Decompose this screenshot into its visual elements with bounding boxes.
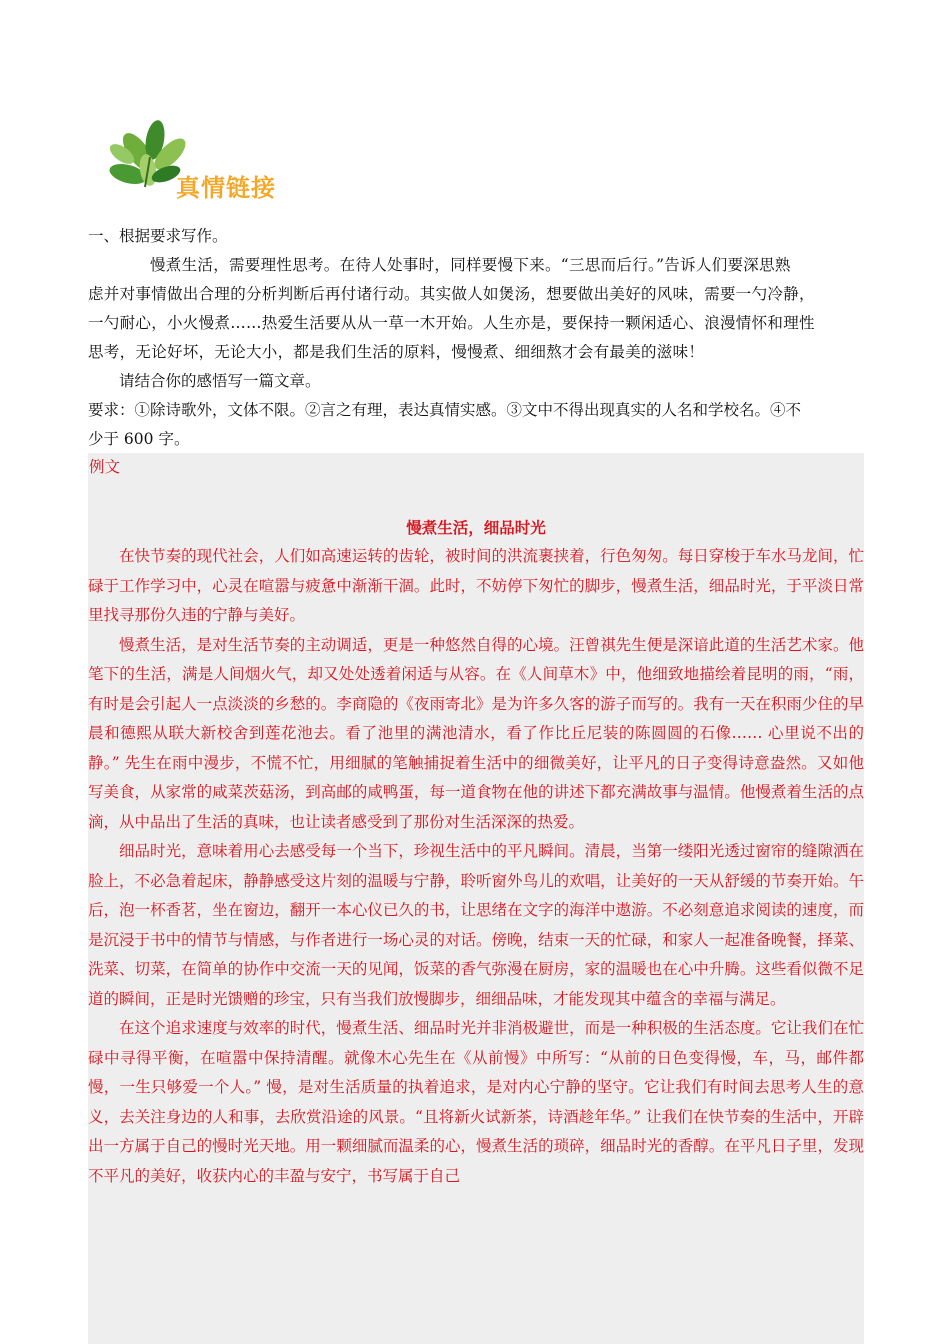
example-essay <box>88 453 864 1344</box>
essay-paragraph: 在这个追求速度与效率的时代，慢煮生活、细品时光并非消极避世，而是一种积极的生活态度。它让我们在忙碌中寻得平衡，在喧嚣中保持清醒。就像木心先生在《从前慢》中所写：“从前的日色变得慢，车，马，邮件都慢，一生只够爱一个人。” 慢，是对生活质量的执着追求，是对内心宁静的坚守。它让我们有时间去思考人生的意义，去关注身边的人和事，去欣赏沿途的风景。“且将新火试新茶，诗酒趁年华。” 让我们在快节奏的生活中，开辟出一方属于自己的慢时光天地。用一颗细腻而温柔的心，慢煮生活的琐碎，细品时光的香醇。在平凡日子里，发现不平凡的美好，收获内心的丰盈与安宁，书写属于自己 <box>88 1019 864 1185</box>
quote-line: 一勺耐心，小火慢煮……热爱生活要从从一草一木开始。人生亦是，要保持一颗闲适心、浪漫情怀和理性 <box>88 314 815 332</box>
task-requirements: 要求：①除诗歌外，文体不限。②言之有理，表达真情实感。③文中不得出现真实的人名和学校名。④不 <box>88 401 802 419</box>
essay-paragraph: 在快节奏的现代社会，人们如高速运转的齿轮，被时间的洪流裹挟着，行色匆匆。每日穿梭于车水马龙间，忙碌于工作学习中，心灵在喧嚣与疲惫中渐渐干涸。此时，不妨停下匆忙的脚步，慢煮生活，细品时光，于平淡日常里找寻那份久违的宁静与美好。 <box>88 547 864 624</box>
example-label: 例文 <box>89 458 121 476</box>
essay-title: 慢煮生活，细品时光 <box>406 517 546 537</box>
quote-line: 慢煮生活，需要理性思考。在待人处事时，同样要慢下来。“三思而后行。”告诉人们要深思熟 <box>150 256 791 274</box>
quote-line: 虑并对事情做出合理的分析判断后再付诸行动。其实做人如煲汤，想要做出美好的风味，需要一勺冷静， <box>88 285 815 303</box>
task-instruction: 请结合你的感悟写一篇文章。 <box>119 372 321 390</box>
quote-line: 思考，无论好坏，无论大小，都是我们生活的原料，慢慢煮、细细熬才会有最美的滋味！ <box>88 343 705 361</box>
writing-task <box>88 222 863 454</box>
essay-paragraph: 细品时光，意味着用心去感受每一个当下，珍视生活中的平凡瞬间。清晨，当第一缕阳光透过窗帘的缝隙洒在脸上，不必急着起床，静静感受这片刻的温暖与宁静，聆听窗外鸟儿的欢唱，让美好的一天从舒缓的节奏开始。午后，泡一杯香茗，坐在窗边，翻开一本心仪已久的书，让思绪在文字的海洋中遨游。不必刻意追求阅读的速度，而是沉浸于书中的情节与情感，与作者进行一场心灵的对话。傍晚，结束一天的忙碌，和家人一起准备晚餐，择菜、洗菜、切菜，在简单的协作中交流一天的见闻，饭菜的香气弥漫在厨房，家的温暖也在心中升腾。这些看似微不足道的瞬间，正是时光馈赠的珍宝，只有当我们放慢脚步，细细品味，才能发现其中蕴含的幸福与满足。 <box>88 842 864 1008</box>
section-logo <box>100 112 310 207</box>
task-requirements-cont: 少于 600 字。 <box>88 430 190 448</box>
essay-paragraph: 慢煮生活，是对生活节奏的主动调适，更是一种悠然自得的心境。汪曾祺先生便是深谙此道的生活艺术家。他笔下的生活，满是人间烟火气，却又处处透着闲适与从容。在《人间草木》中，他细致地描绘着昆明的雨，“雨，有时是会引起人一点淡淡的乡愁的。李商隐的《夜雨寄北》是为许多久客的游子而写的。我有一天在积雨少住的早晨和德熙从联大新校舍到莲花池去。看了池里的满池清水，看了作比丘尼装的陈圆圆的石像…… 心里说不出的静。” 先生在雨中漫步，不慌不忙，用细腻的笔触捕捉着生活中的细微美好，让平凡的日子变得诗意盎然。又如他写美食，从家常的咸菜茨菇汤，到高邮的咸鸭蛋，每一道食物在他的讲述下都充满故事与温情。他慢煮着生活的点滴，从中品出了生活的真味，也让读者感受到了那份对生活深深的热爱。 <box>88 635 864 831</box>
section-title: 真情链接 <box>176 174 276 202</box>
task-heading: 一、根据要求写作。 <box>88 227 228 245</box>
